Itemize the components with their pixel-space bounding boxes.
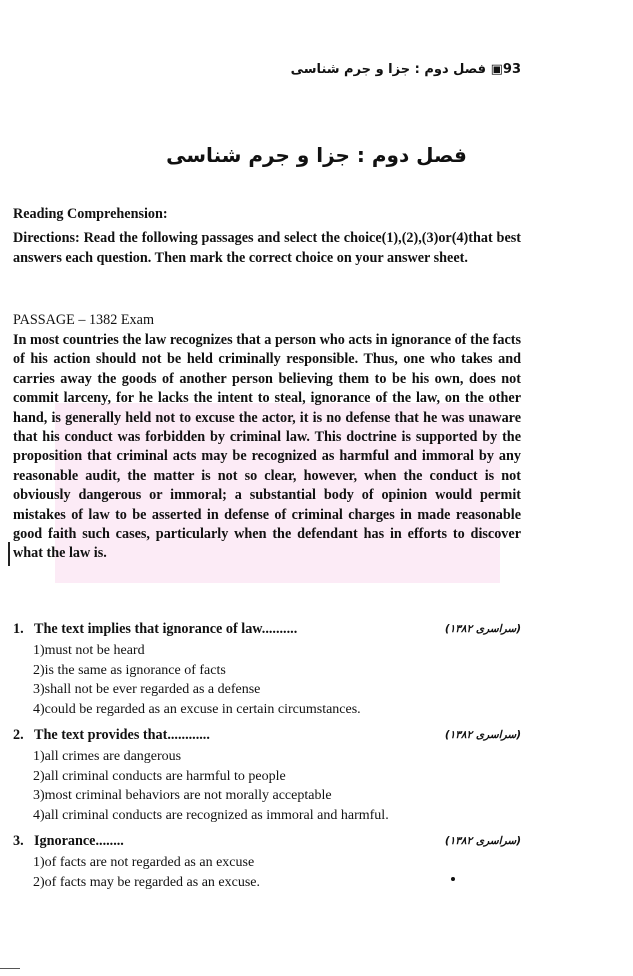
running-header — [291, 62, 521, 77]
question-number: 3. — [13, 833, 24, 849]
question-source: (سراسری ۱۳۸۲) — [444, 729, 521, 741]
option-list — [13, 641, 521, 719]
question-3 — [13, 833, 521, 892]
question-stem — [13, 621, 521, 641]
question-source: (سراسری ۱۳۸۲) — [444, 835, 521, 847]
question-stem — [13, 727, 521, 747]
option: 1)of facts are not regarded as an excuse — [33, 855, 255, 870]
question-text: Ignorance........ — [34, 833, 124, 849]
chapter-title: فصل دوم : جزا و جرم شناسی — [166, 143, 467, 167]
option: 2)is the same as ignorance of facts — [33, 662, 226, 678]
directions: Directions: Read the following passages and select the choice(1),(2),(3)or(4)that best answers each question. Then mark the correct choice on your answer sheet. — [13, 230, 521, 266]
option: 2)of facts may be regarded as an excuse. — [33, 874, 261, 890]
option: 4)could be regarded as an excuse in certain circumstances. — [33, 701, 361, 717]
question-number: 1. — [13, 621, 24, 637]
question-1 — [13, 621, 521, 719]
question-text: The text implies that ignorance of law.......... — [34, 621, 298, 637]
option: 1)must not be heard — [33, 643, 145, 658]
option: 1)all crimes are dangerous — [33, 749, 182, 764]
bullet-dot — [451, 877, 455, 881]
question-text: The text provides that............ — [34, 727, 210, 743]
running-title: فصل دوم : جزا و جرم شناسی — [290, 62, 487, 77]
question-number: 2. — [13, 727, 24, 743]
margin-mark — [8, 542, 10, 566]
option: 3)most criminal behaviors are not morally acceptable — [33, 788, 332, 803]
question-source: (سراسری ۱۳۸۲) — [444, 623, 521, 635]
bottom-rule — [0, 968, 20, 969]
question-2 — [13, 727, 521, 825]
page-number: ▣93 — [490, 62, 521, 77]
option-list — [13, 853, 521, 892]
passage-title: PASSAGE – 1382 Exam — [13, 312, 154, 328]
option-list — [13, 747, 521, 825]
option: 4)all criminal conducts are recognized as immoral and harmful. — [33, 807, 389, 823]
option: 2)all criminal conducts are harmful to people — [33, 768, 286, 784]
section-label: Reading Comprehension: — [13, 206, 168, 222]
option: 3)shall not be ever regarded as a defense — [33, 682, 261, 697]
passage-text: In most countries the law recognizes that a person who acts in ignorance of the facts of his action should not be held criminally responsible. Thus, one who takes and carries away the goods of another person believing them to be his own, does not commit larceny, for he lacks the intent to steal, ignorance of the law, on the other hand, is generally held not to excuse the actor, it is no defense that he was unaware that his conduct was forbidden by criminal law. This doctrine is supported by the proposition that criminal acts may be recognized as harmful and immoral by any reasonable audit, the matter is not so clear, however, when the conduct is not obviously dangerous or immoral; a substantial body of opinion would permit mistakes of law to be asserted in defense of criminal charges in made reasonable good faith such cases, particularly when the defendant has in efforts to discover what the law is. — [13, 332, 521, 562]
question-stem — [13, 833, 521, 853]
